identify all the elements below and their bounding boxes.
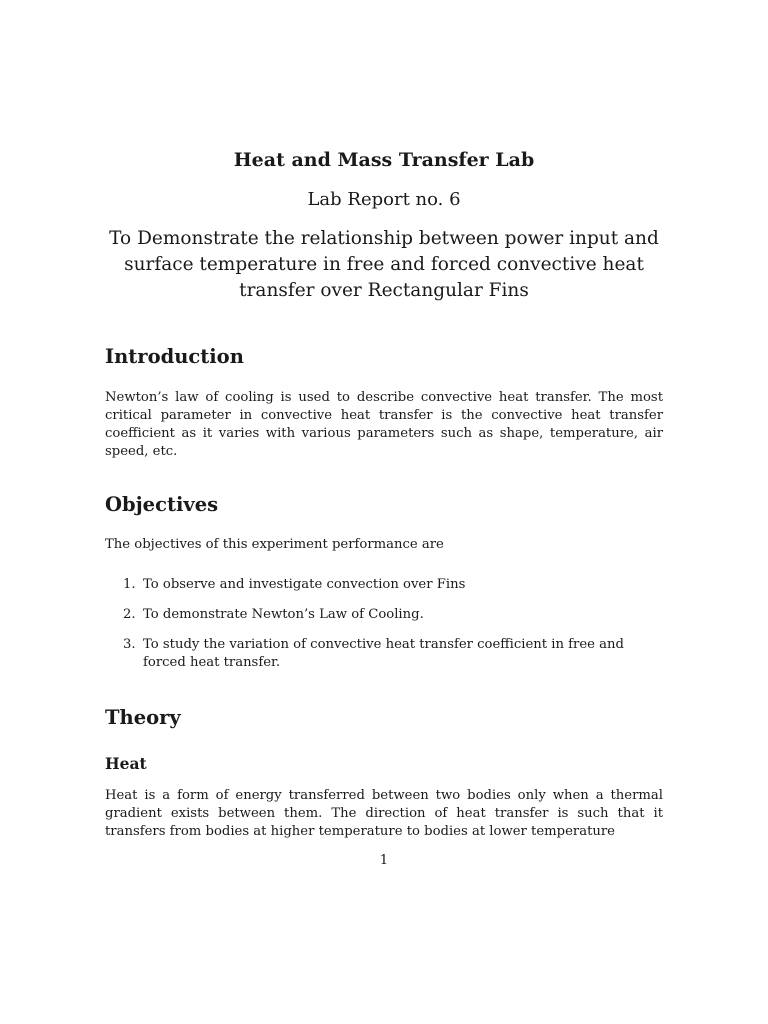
objective-text: To study the variation of convective heat transfer coefficient in free and forced heat transfer. [143, 637, 624, 670]
objectives-heading: Objectives [105, 493, 219, 516]
objective-number: 1. [123, 577, 136, 592]
document-title: Heat and Mass Transfer Lab [233, 149, 535, 171]
document-topic: To Demonstrate the relationship between power input and surface temperature in free and forced convective heat transfer over Rectangular Fins [109, 228, 659, 301]
objective-item [105, 636, 663, 672]
theory-heading: Theory [105, 706, 181, 729]
heat-paragraph: Heat is a form of energy transferred between two bodies only when a thermal gradient exists between them. The direction of heat transfer is such that it transfers from bodies at higher temperature to bodies at lower temperature [105, 788, 663, 839]
objective-number: 2. [123, 607, 136, 622]
objectives-intro: The objectives of this experiment performance are [105, 537, 444, 552]
page-content [105, 146, 663, 841]
introduction-paragraph: Newton’s law of cooling is used to describe convective heat transfer. The most critical parameter in convective heat transfer is the convective heat transfer coefficient as it varies with various parameters such as shape, temperature, air speed, etc. [105, 390, 663, 459]
heat-subheading: Heat [105, 754, 147, 773]
objective-text: To observe and investigate convection over Fins [143, 577, 466, 592]
introduction-heading: Introduction [105, 345, 244, 368]
objective-number: 3. [123, 637, 136, 652]
page-number: 1 [379, 853, 389, 868]
objective-item [105, 606, 663, 624]
objective-item [105, 576, 663, 594]
objectives-list [105, 576, 663, 672]
document-subtitle: Lab Report no. 6 [307, 189, 461, 210]
objective-text: To demonstrate Newton’s Law of Cooling. [143, 607, 424, 622]
